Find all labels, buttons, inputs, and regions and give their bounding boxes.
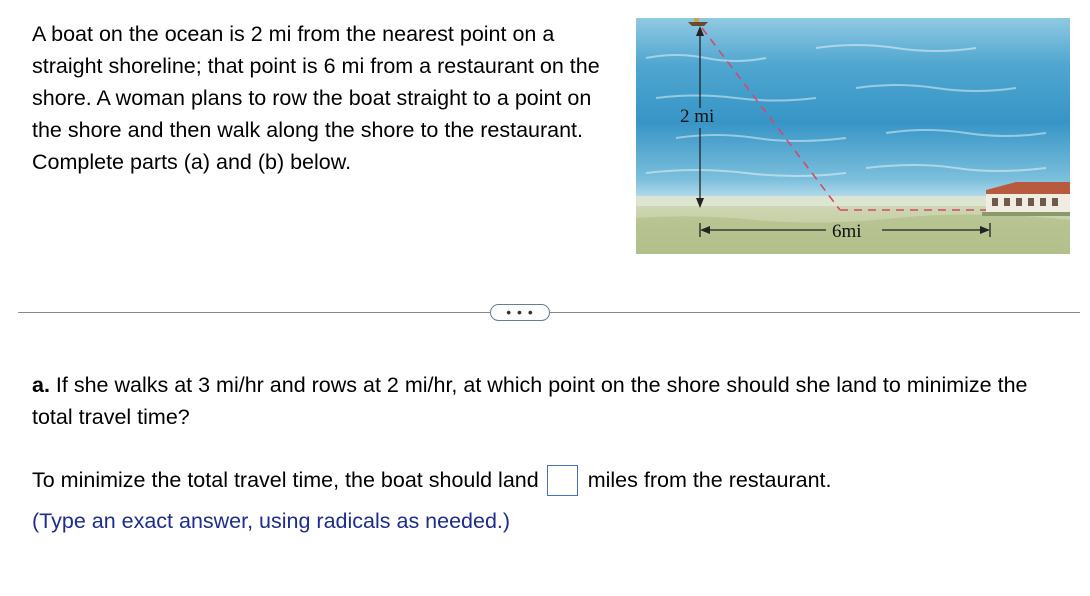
answer-hint: (Type an exact answer, using radicals as needed.) xyxy=(32,509,511,533)
part-label: a. xyxy=(32,373,50,397)
answer-line xyxy=(32,464,831,497)
shore-distance-label: 6mi xyxy=(832,221,862,242)
answer-prefix: To minimize the total travel time, the boat should land xyxy=(32,468,539,492)
answer-input[interactable] xyxy=(547,465,578,496)
boat-shoreline-figure xyxy=(636,18,1070,254)
answer-suffix: miles from the restaurant. xyxy=(587,468,832,492)
expand-more-button[interactable]: • • • xyxy=(490,304,550,321)
question-part-a xyxy=(32,369,1072,433)
boat-distance-label: 2 mi xyxy=(680,106,715,127)
question-text: If she walks at 3 mi/hr and rows at 2 mi/hr, at which point on the shore should she land to minimize the total travel time? xyxy=(32,373,1028,429)
problem-statement: A boat on the ocean is 2 mi from the nearest point on a straight shoreline; that point is 6 mi from a restaurant on the shore. A woman plans to row the boat straight to a point on the shore and then walk along the shore to the restaurant. Complete parts (a) and (b) below. xyxy=(32,22,600,174)
